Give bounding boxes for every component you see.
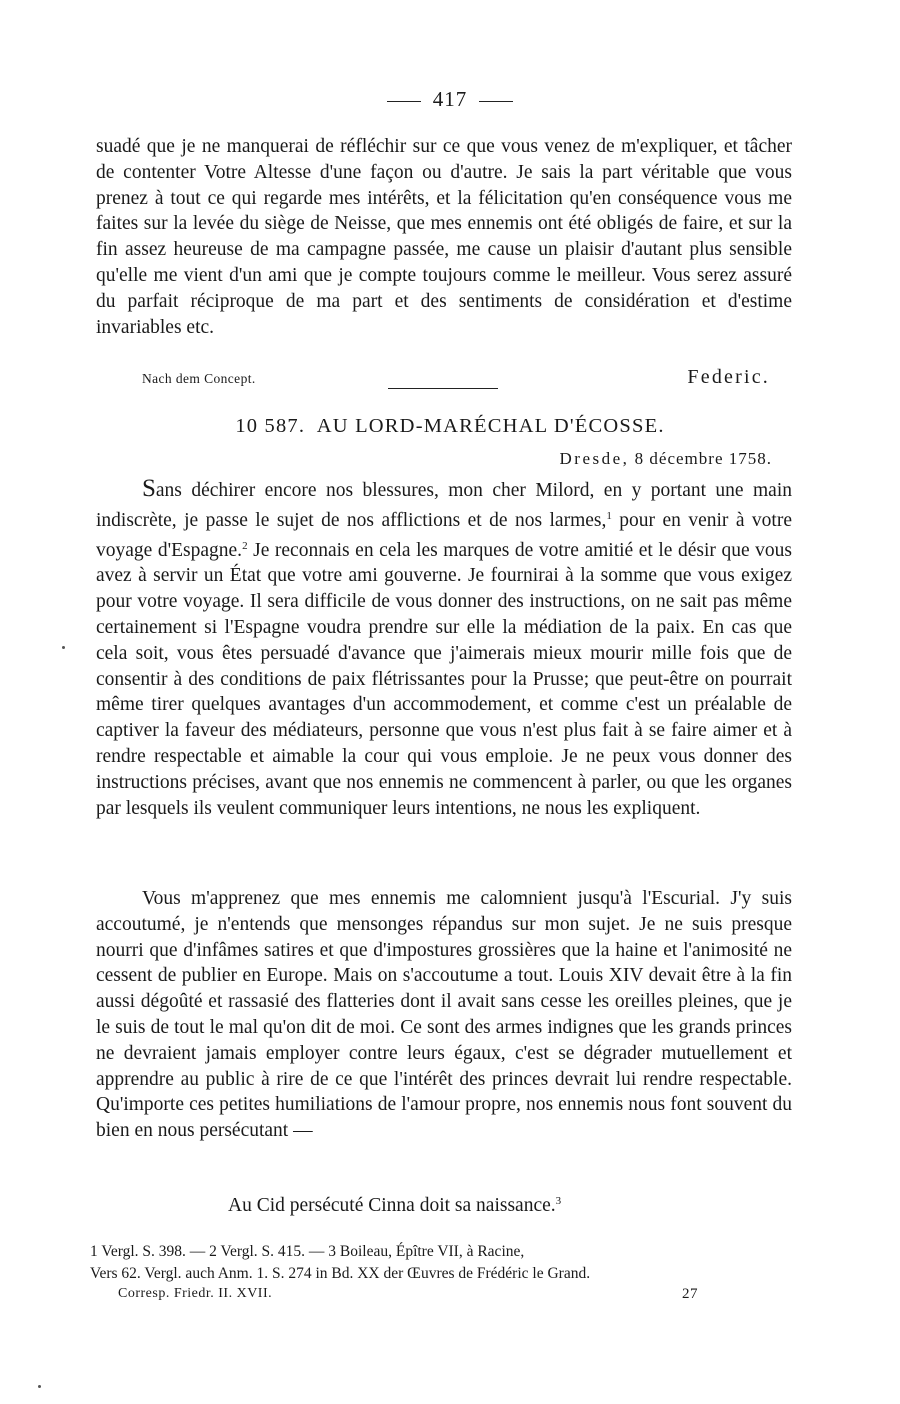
page-number-dash-right: [479, 101, 513, 102]
letter-body-first: [96, 476, 792, 821]
previous-letter-closing: [96, 134, 792, 340]
paragraph-text: Je reconnais en cela les marques de votre amitié et le désir que vous avez à servir un État que votre ami gouverne. Je fournirai à la somme que vous exigez pour votre voyage. Il sera difficile de vous donner des instructions, on ne sait pas même certainement si l'Espagne voudra prendre sur elle la médiation de la paix. En cas que cela soit, vous êtes persuadé d'avance que j'aimerais mieux mourir mille fois que de consentir à des conditions de paix flétrissantes pour la Prusse; que peut-être on pourrait même tirer quelques avantages d'un accommodement, et comme c'est un préalable de captiver la faveur des médiateurs, personne que vous n'est plus fait à se faire aimer et à rendre respectable et aimable la cour qui vous emploie. Je ne peux vous donner des instructions précises, avant que nos ennemis ne commencent à parler, ou que les organes par lesquels ils veulent communiquer leurs intentions, ne nous les expliquent.: [96, 539, 792, 819]
page-number: [0, 87, 900, 112]
letter-addressee: AU LORD-MARÉCHAL D'ÉCOSSE.: [316, 415, 665, 437]
drop-cap: S: [142, 475, 156, 502]
letter-paragraph-2: Vous m'apprenez que mes ennemis me calomnient jusqu'à l'Escurial. J'y suis accoutumé, je n'entends que mensonges répandus sur mon sujet. Je ne suis presque nourri que d'infâmes satires et que d'impostures grossières que la haine et l'animosité ne cessent de publier en Europe. Mais on s'accoutume a tout. Louis XIV devait être à la fin aussi dégoûté et rassasié des flatteries dont il avait sans cesse les oreilles pleines, que je le suis de tout le mal qu'on dit de moi. Ce sont des armes indignes que les grands princes ne devraient jamais employer contre leurs égaux, c'est se dégrader mutuellement et apprendre au public à rire de ce que l'intérêt des princes devrait lui rendre respectable. Qu'importe ces petites humiliations de l'amour propre, nos ennemis nous font souvent du bien en nous persécutant —: [96, 888, 792, 1142]
letter-paragraph-1: [96, 476, 792, 821]
page-footer: [118, 1286, 698, 1310]
paragraph-text: ans déchirer encore nos blessures, mon cher Milord, en y portant une main indiscrète, je passe le sujet de nos afflictions et de nos larmes,: [96, 480, 792, 531]
previous-letter-paragraph: suadé que je ne manquerai de réfléchir sur ce que vous venez de m'expliquer, et tâcher de contenter Votre Altesse d'une façon ou d'autre. Je sais la part véritable que vous prenez à tout ce qui regarde mes intérêts, et la félicitation qu'en conséquence vous me faites sur la levée du siège de Neisse, que mes ennemis ont été obligés de faire, et sur la fin assez heureuse de ma campagne passée, me cause un plaisir d'autant plus sensible qu'elle me vient d'un ami que je compte toujours comme le meilleur. Vous serez assuré du parfait réciproque de ma part et des sentiments de considération et d'estime invariables etc.: [96, 136, 792, 338]
page-number-dash-left: [387, 101, 421, 102]
verse-text: Au Cid persécuté Cinna doit sa naissance.: [228, 1195, 556, 1216]
letter-dateline: [560, 449, 772, 469]
verse-quotation: [228, 1195, 561, 1217]
sheet-number: 27: [682, 1286, 698, 1302]
letter-place: Dresde,: [559, 449, 630, 468]
paragraph-text: pour en venir à votre voyage d'Espagne.: [96, 509, 792, 561]
letter-date: 8 décembre 1758.: [634, 449, 772, 468]
page-number-text: 417: [432, 87, 468, 111]
signature-mark: Corresp. Friedr. II. XVII.: [118, 1286, 273, 1301]
footnote-line-2: Vers 62. Vergl. auch Anm. 1. S. 274 in Bd. XX der Œuvres de Frédéric le Grand.: [90, 1265, 591, 1282]
source-note: Nach dem Concept.: [142, 371, 256, 386]
previous-letter-signoff: [142, 366, 770, 392]
footnote-ref-2: 2: [242, 539, 248, 552]
footnotes: [90, 1241, 784, 1285]
footnote-ref-3: 3: [555, 1195, 562, 1207]
margin-speck: [38, 1385, 41, 1388]
footnote-ref-1: 1: [606, 509, 612, 522]
separator-rule: [388, 388, 498, 389]
letter-heading: [0, 415, 900, 438]
letter-number: 10 587.: [235, 415, 306, 437]
margin-speck: [62, 646, 65, 649]
letter-body-second: [96, 886, 792, 1144]
footnote-line-1: 1 Vergl. S. 398. — 2 Vergl. S. 415. — 3 Boileau, Épître VII, à Racine,: [90, 1243, 525, 1260]
signature: Federic.: [687, 366, 770, 388]
